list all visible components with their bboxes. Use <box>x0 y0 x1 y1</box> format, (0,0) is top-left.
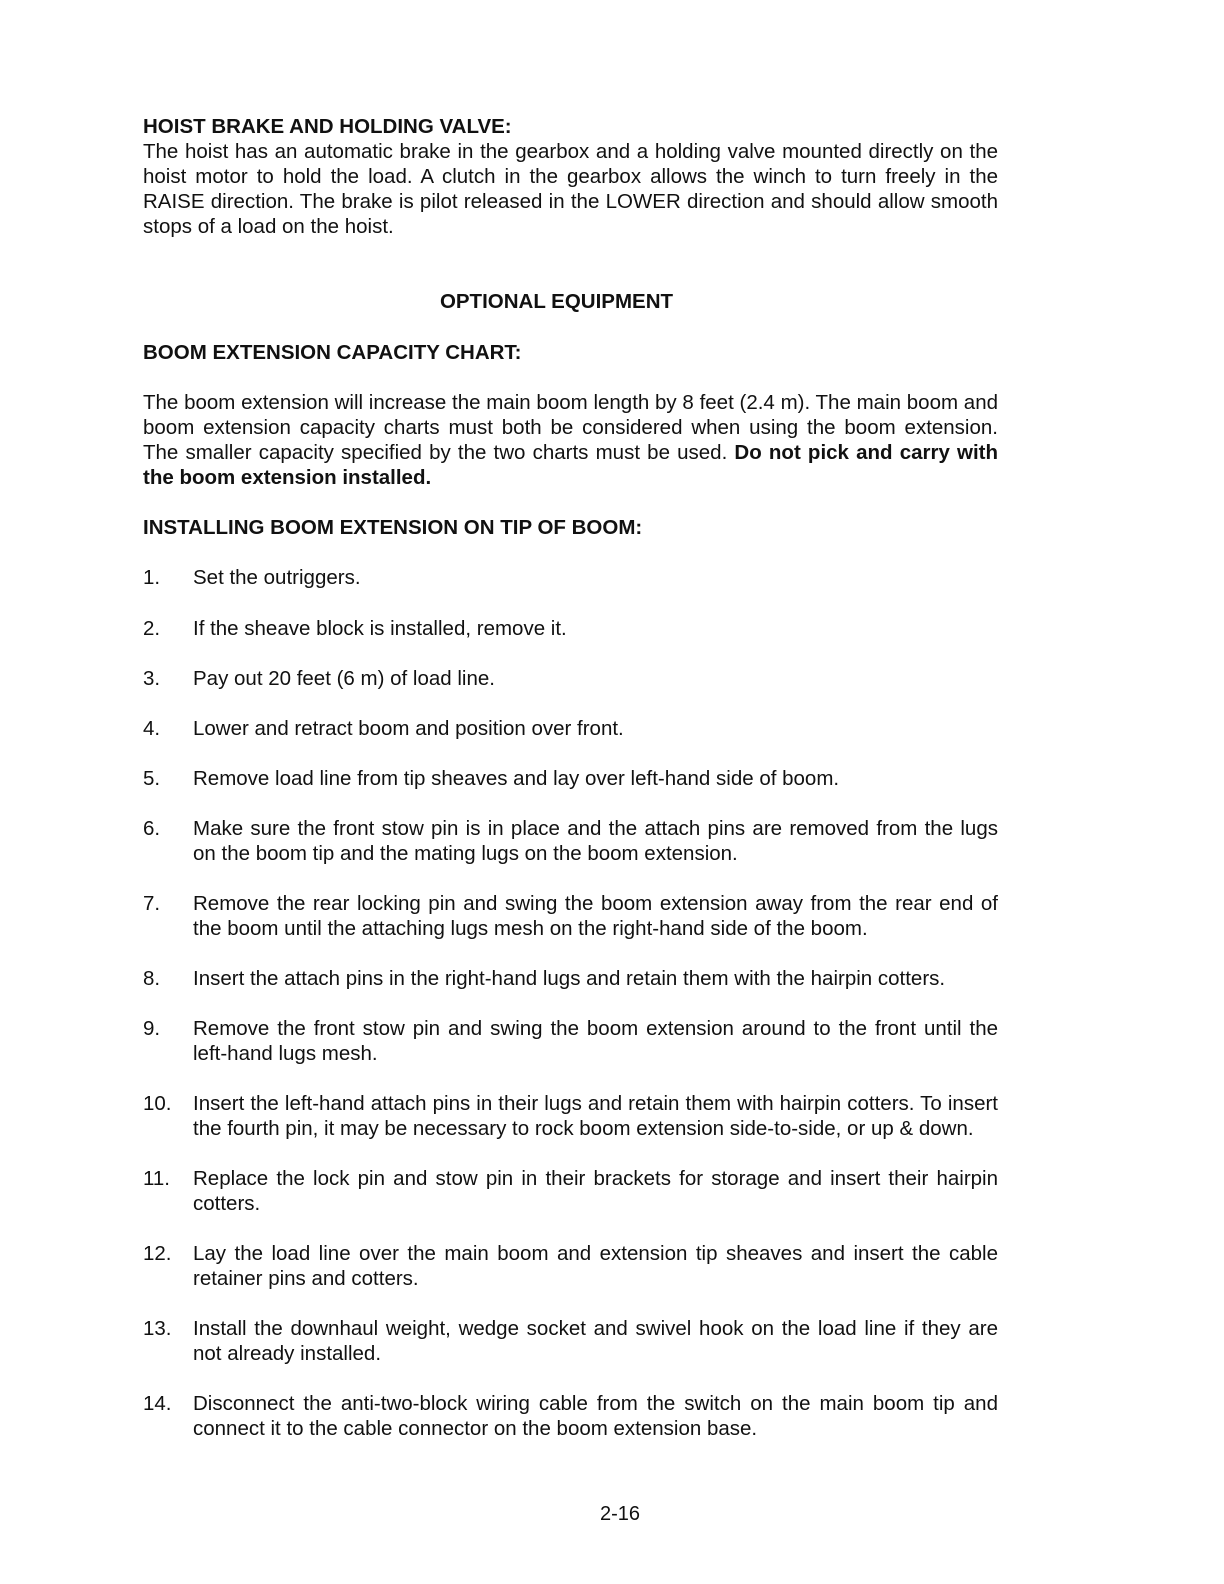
step-12 <box>143 1241 998 1291</box>
hoist-brake-heading: HOIST BRAKE AND HOLDING VALVE: <box>143 115 512 138</box>
step-number: 11. <box>143 1167 170 1190</box>
step-number: 10. <box>143 1092 172 1115</box>
step-number: 3. <box>143 667 161 690</box>
step-text: Install the downhaul weight, wedge socket and swivel hook on the load line if they are not already installed. <box>193 1317 998 1365</box>
step-number: 2. <box>143 617 161 640</box>
step-10 <box>143 1091 998 1141</box>
step-text: Lay the load line over the main boom and extension tip sheaves and insert the cable retainer pins and cotters. <box>193 1242 998 1290</box>
step-number: 12. <box>143 1242 172 1265</box>
document-page <box>143 114 998 1441</box>
step-1 <box>143 565 998 590</box>
step-text: If the sheave block is installed, remove it. <box>193 617 567 640</box>
step-text: Pay out 20 feet (6 m) of load line. <box>193 667 495 690</box>
step-11 <box>143 1166 998 1216</box>
step-number: 8. <box>143 967 161 990</box>
capacity-chart-paragraph <box>143 390 998 490</box>
step-number: 7. <box>143 892 161 915</box>
capacity-chart-warning: Do not pick and carry with the boom extension installed. <box>143 441 998 489</box>
step-text: Lower and retract boom and position over front. <box>193 717 624 740</box>
page-number: 2-16 <box>599 1503 641 1525</box>
step-14 <box>143 1391 998 1441</box>
step-13 <box>143 1316 998 1366</box>
step-2 <box>143 616 998 641</box>
step-text: Disconnect the anti-two-block wiring cable from the switch on the main boom tip and connect it to the cable connector on the boom extension base. <box>193 1392 998 1440</box>
step-number: 9. <box>143 1017 161 1040</box>
step-3 <box>143 666 998 691</box>
installing-heading: INSTALLING BOOM EXTENSION ON TIP OF BOOM: <box>143 516 643 539</box>
step-number: 5. <box>143 767 161 790</box>
step-number: 4. <box>143 717 161 740</box>
step-text: Replace the lock pin and stow pin in their brackets for storage and insert their hairpin cotters. <box>193 1167 998 1215</box>
step-5 <box>143 766 998 791</box>
step-number: 13. <box>143 1317 172 1340</box>
hoist-brake-paragraph: The hoist has an automatic brake in the gearbox and a holding valve mounted directly on the hoist motor to hold the load. A clutch in the gearbox allows the winch to turn freely in the RAISE direction. The brake is pilot released in the LOWER direction and should allow smooth stops of a load on the hoist. <box>143 140 998 238</box>
step-text: Make sure the front stow pin is in place and the attach pins are removed from the lugs on the boom tip and the mating lugs on the boom extension. <box>193 817 998 865</box>
step-4 <box>143 716 998 741</box>
step-6 <box>143 816 998 866</box>
step-text: Insert the left-hand attach pins in their lugs and retain them with hairpin cotters. To insert the fourth pin, it may be necessary to rock boom extension side-to-side, or up & down. <box>193 1092 998 1140</box>
step-number: 1. <box>143 566 161 589</box>
capacity-chart-heading: BOOM EXTENSION CAPACITY CHART: <box>143 341 522 364</box>
step-number: 6. <box>143 817 161 840</box>
step-text: Remove the rear locking pin and swing the boom extension away from the rear end of the boom until the attaching lugs mesh on the right-hand side of the boom. <box>193 892 998 940</box>
step-number: 14. <box>143 1392 172 1415</box>
capacity-chart-body: The boom extension will increase the main boom length by 8 feet (2.4 m). The main boom and boom extension capacity charts must both be considered when using the boom extension. The smaller capacity specified by the two charts must be used. <box>143 391 998 464</box>
optional-equipment-heading: OPTIONAL EQUIPMENT <box>439 290 674 313</box>
step-text: Remove the front stow pin and swing the boom extension around to the front until the left-hand lugs mesh. <box>193 1017 998 1065</box>
step-9 <box>143 1016 998 1066</box>
step-text: Set the outriggers. <box>193 566 361 589</box>
step-text: Insert the attach pins in the right-hand lugs and retain them with the hairpin cotters. <box>193 967 946 990</box>
step-7 <box>143 891 998 941</box>
step-text: Remove load line from tip sheaves and lay over left-hand side of boom. <box>193 767 840 790</box>
step-8 <box>143 966 998 991</box>
